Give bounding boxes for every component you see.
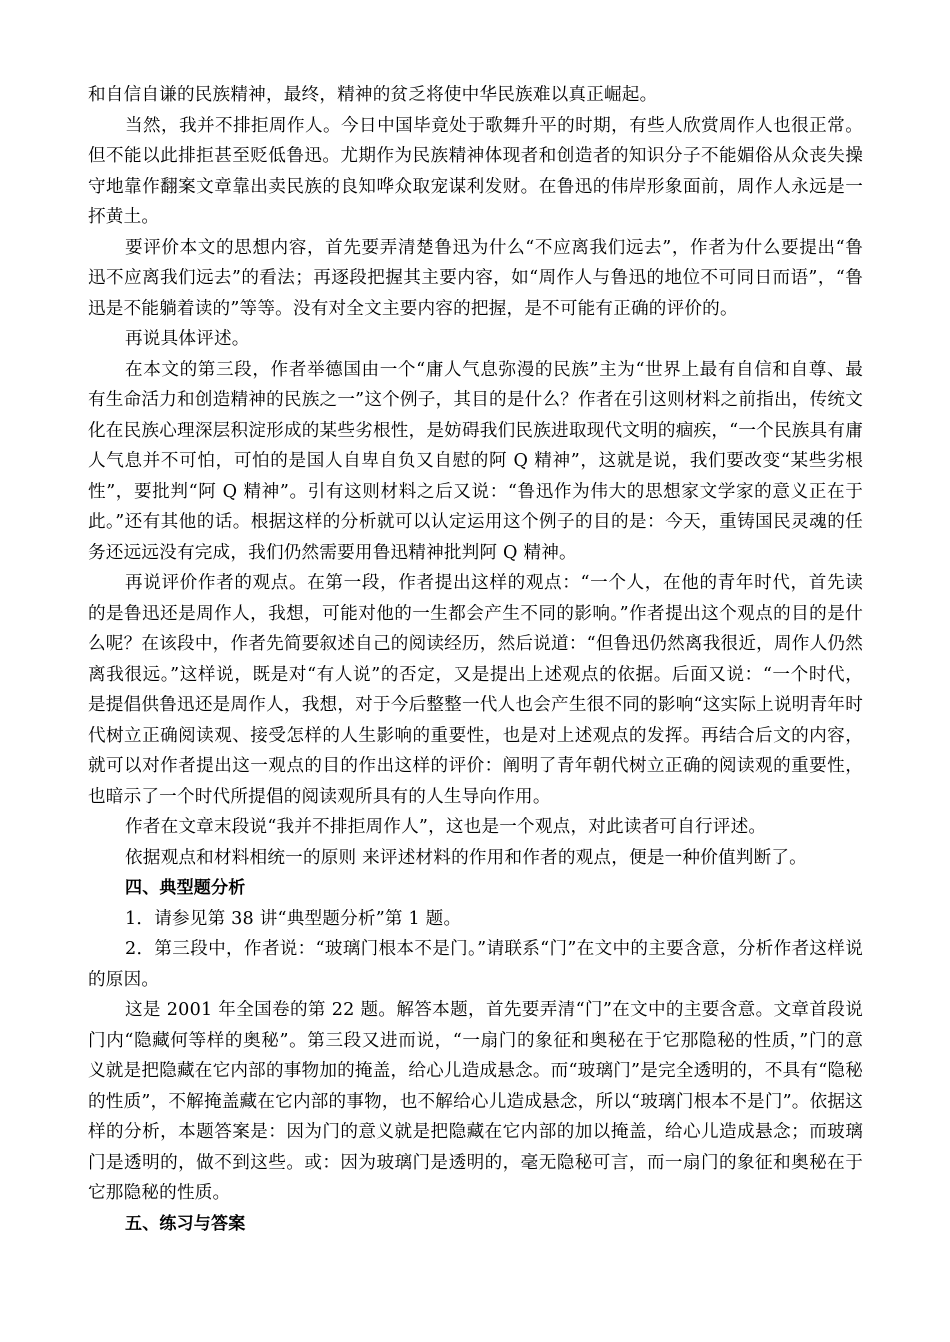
paragraph-6: 再说评价作者的观点。在第一段，作者提出这样的观点：“一个人，在他的青年时代，首先读的是鲁迅还是周作人，我想，可能对他的一生都会产生不同的影响。”作者提出这个观点的目的是什么呢？在该段中，作者先简要叙述自己的阅读经历，然后说道：“但鲁迅仍然离我很近，周作人仍然离我很远。”这样说，既是对“有人说”的否定，又是提出上述观点的依据。后面又说：“一个时代，是提倡供鲁迅还是周作人，我想，对于今后整整一代人也会产生很不同的影响“这实际上说明青年时代树立正确阅读观、接受怎样的人生影响的重要性，也是对上述观点的发挥。再结合后文的内容，就可以对作者提出这一观点的目的作出这样的评价：阐明了青年朝代树立正确的阅读观的重要性，也暗示了一个时代所提倡的阅读观所具有的人生导向作用。 <box>88 573 863 807</box>
paragraph-1: 和自信自谦的民族精神，最终，精神的贫乏将使中华民族难以真正崛起。 <box>88 85 658 105</box>
answer-analysis: 这是 2001 年全国卷的第 22 题。解答本题，首先要弄清“门”在文中的主要含意。文章首段说门内“隐藏何等样的奥秘”。第三段又进而说，“一扇门的象征和奥秘在于它那隐秘的性质，”门的意义就是把隐藏在它内部的事物加的掩盖，给心儿造成悬念。而“玻璃门”是完全透明的，不具有“隐秘的性质”，不解掩盖藏在它内部的事物，也不解给心儿造成悬念，所以“玻璃门根本不是门”。依据这样的分析，本题答案是：因为门的意义就是把隐藏在它内部的加以掩盖，给心儿造成悬念；而玻璃门是透明的，做不到这些。或：因为玻璃门是透明的，毫无隐秘可言，而一扇门的象征和奥秘在于它那隐秘的性质。 <box>88 1000 863 1203</box>
section-heading-4: 四、典型题分析 <box>125 878 246 898</box>
paragraph-4: 再说具体评述。 <box>125 329 250 349</box>
paragraph-5: 在本文的第三段，作者举德国由一个“庸人气息弥漫的民族”主为“世界上最有自信和自尊、最有生命活力和创造精神的民族之一”这个例子，其目的是什么？作者在引这则材料之前指出，传统文化在民族心理深层积淀形成的某些劣根性，是妨碍我们民族进取现代文明的痼疾，“一个民族具有庸人气息并不可怕，可怕的是国人自卑自负又自慰的阿 Q 精神”，这就是说，我们要改变“某些劣根性”，要批判“阿 Q 精神”。引有这则材料之后又说：“鲁迅作为伟大的思想家文学家的意义正在于此。”还有其他的话。根据这样的分析就可以认定运用这个例子的目的是：今天，重铸国民灵魂的任务还远远没有完成，我们仍然需要用鲁迅精神批判阿 Q 精神。 <box>88 359 863 563</box>
paragraph-7: 作者在文章末段说“我并不排拒周作人”，这也是一个观点，对此读者可自行评述。 <box>125 817 767 837</box>
section-heading-5: 五、练习与答案 <box>125 1213 246 1234</box>
paragraph-3: 要评价本文的思想内容，首先要弄清楚鲁迅为什么“不应离我们远去”，作者为什么要提出“鲁迅不应离我们远去”的看法；再逐段把握其主要内容，如“周作人与鲁迅的地位不可同日而语”，“鲁迅是不能躺着读的”等等。没有对全文主要内容的把握，是不可能有正确的评价的。 <box>88 237 863 319</box>
paragraph-8: 依据观点和材料相统一的原则 来评述材料的作用和作者的观点，便是一种价值判断了。 <box>125 847 807 868</box>
question-2: 2．第三段中，作者说：“玻璃门根本不是门。”请联系“门”在文中的主要含意，分析作者这样说的原因。 <box>88 939 863 990</box>
paragraph-2: 当然，我并不排拒周作人。今日中国毕竟处于歌舞升平的时期，有些人欣赏周作人也很正常。但不能以此排拒甚至贬低鲁迅。尤期作为民族精神体现者和创造者的知识分子不能媚俗从众丧失操守地靠作翻案文章靠出卖民族的良知哗众取宠谋利发财。在鲁迅的伟岸形象面前，周作人永远是一抔黄土。 <box>88 115 863 227</box>
question-1: 1．请参见第 38 讲“典型题分析”第 1 题。 <box>125 908 462 929</box>
document-page <box>88 80 863 1239</box>
